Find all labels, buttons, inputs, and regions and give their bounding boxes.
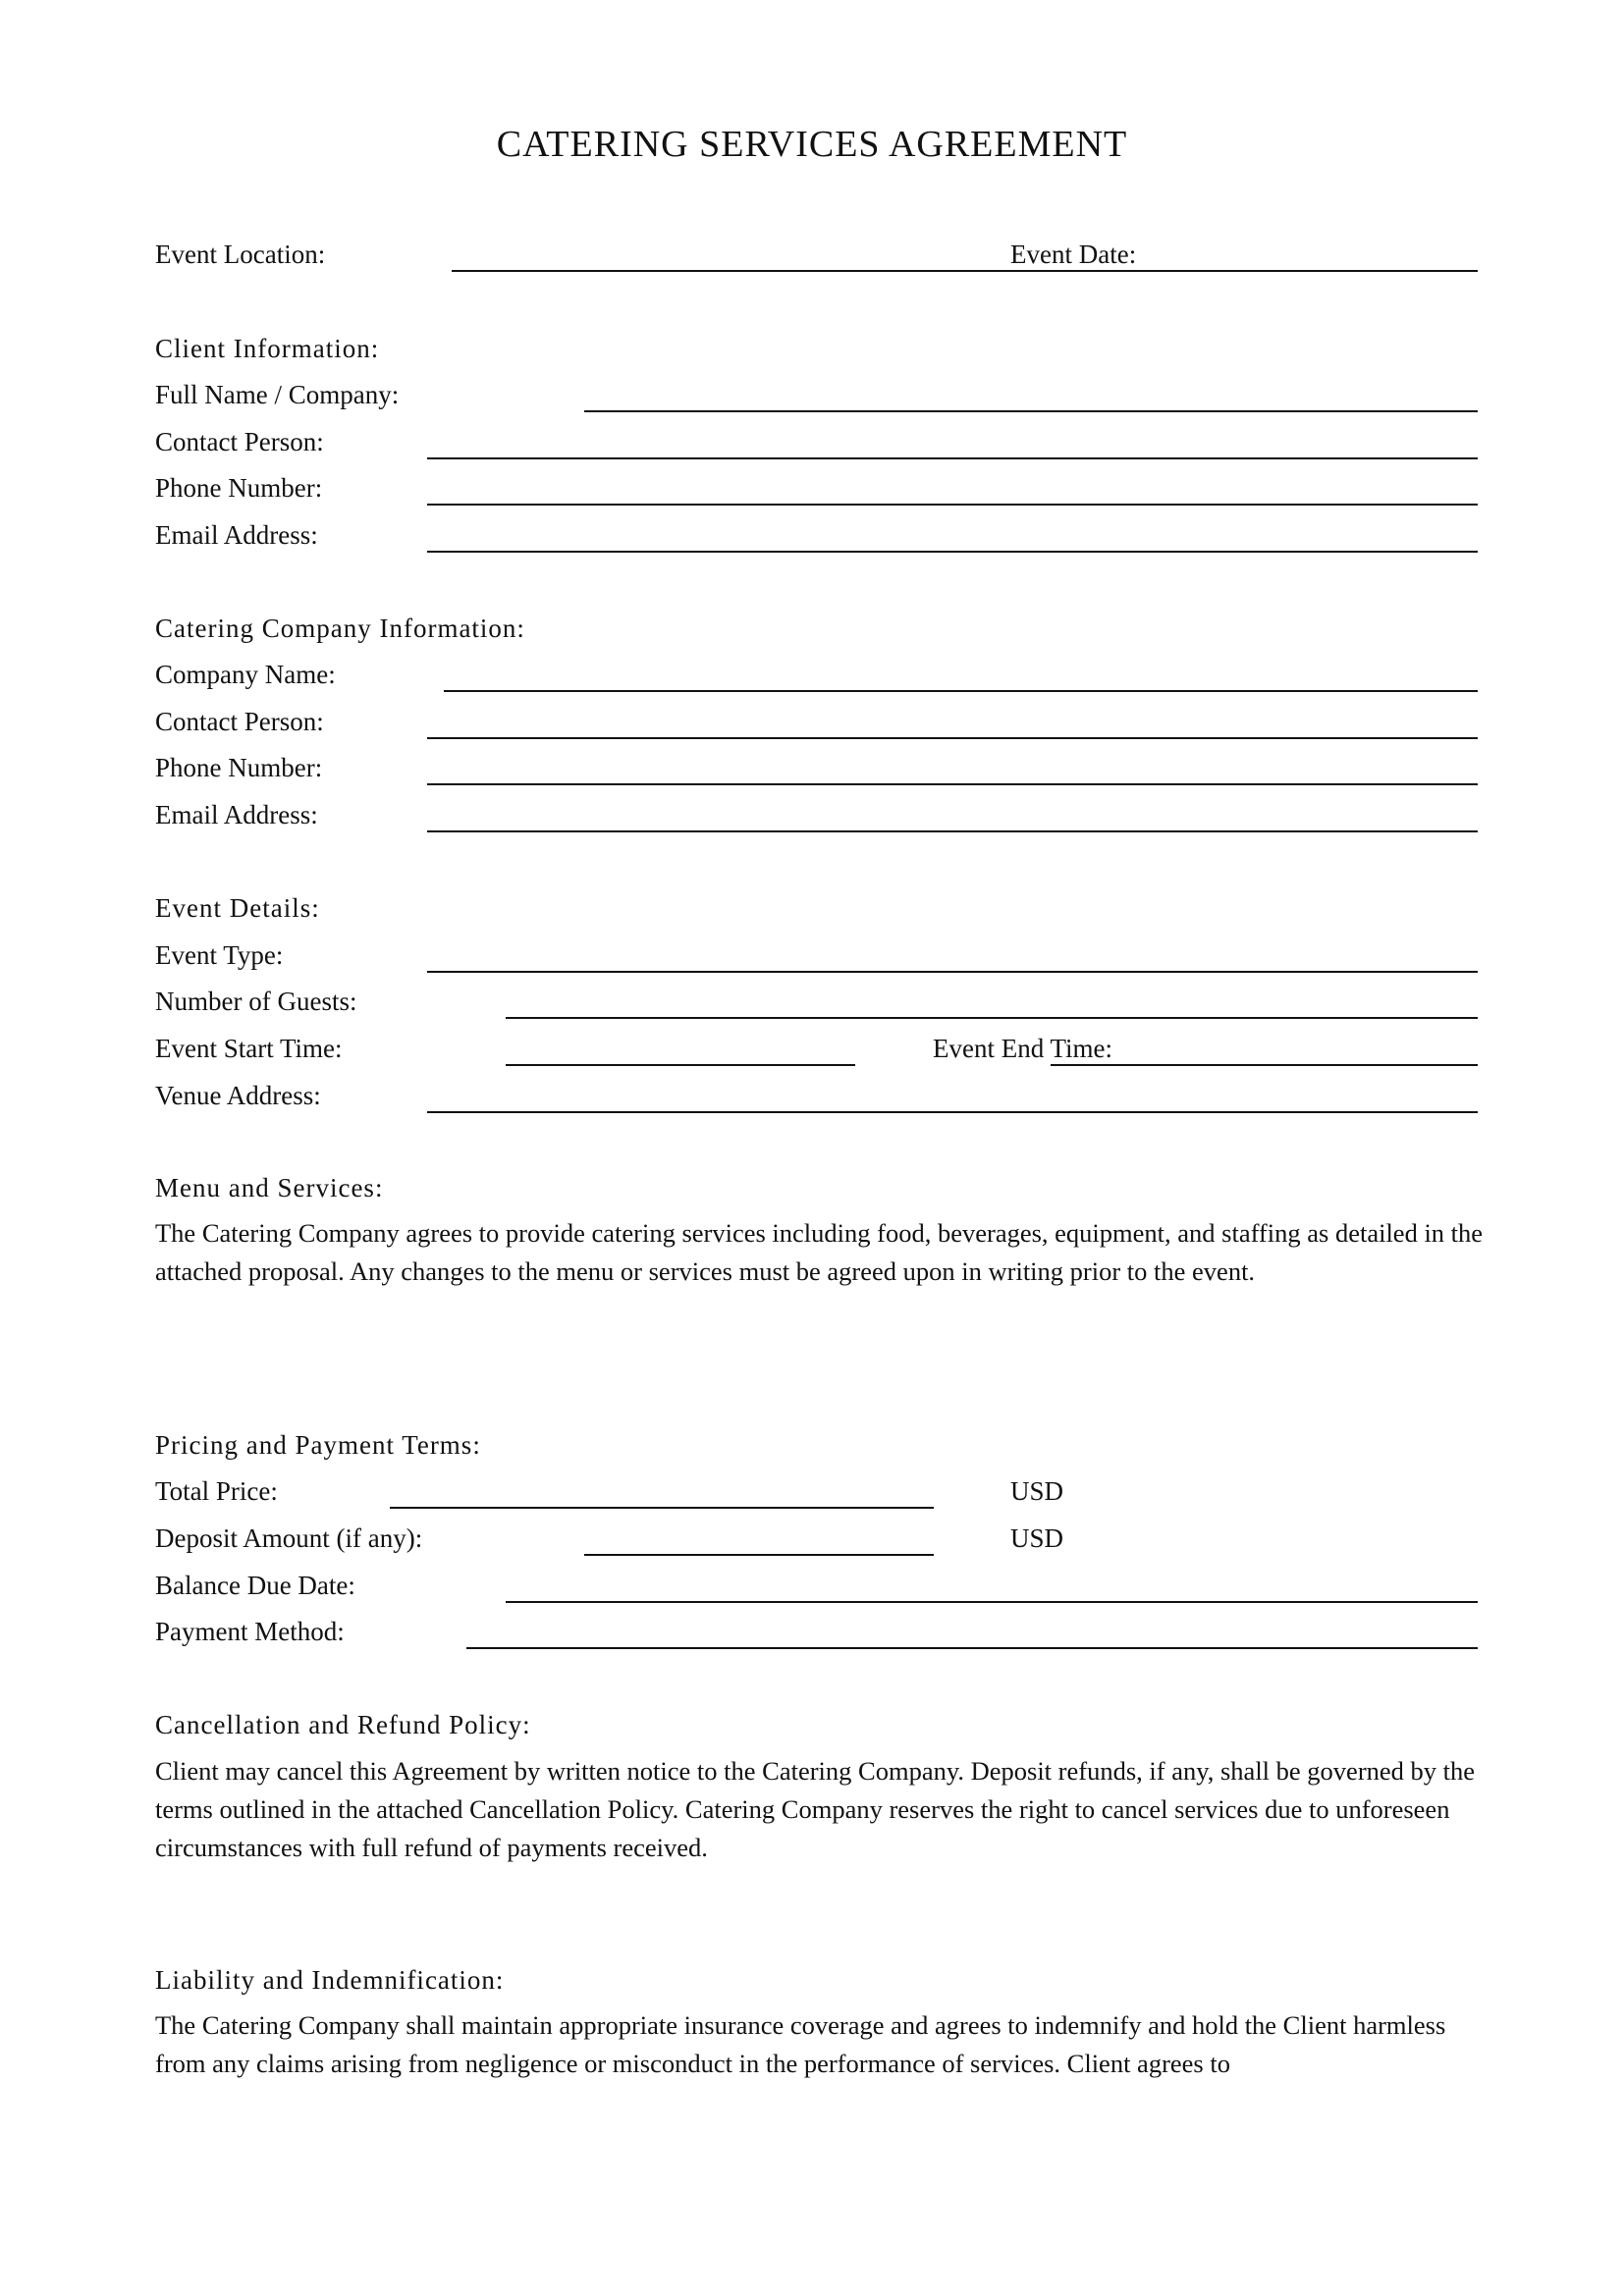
guests-field[interactable] (506, 1017, 1478, 1019)
caterer-phone-field[interactable] (427, 783, 1478, 785)
client-email-field[interactable] (427, 551, 1478, 553)
deposit-currency: USD (1010, 1523, 1064, 1553)
venue-label: Venue Address: (155, 1081, 321, 1110)
client-phone-label: Phone Number: (155, 473, 323, 503)
client-info-heading: Client Information: (155, 334, 380, 363)
client-phone-field[interactable] (427, 504, 1478, 506)
liability-heading: Liability and Indemnification: (155, 1965, 505, 1995)
menu-heading: Menu and Services: (155, 1173, 384, 1202)
caterer-company-label: Company Name: (155, 660, 336, 689)
event-date-label: Event Date: (1010, 240, 1137, 269)
liability-text: The Catering Company shall maintain appropriate insurance coverage and agrees to indemnify and hold the Client harmless from any claims arising from negligence or misconduct in the performance of services. Client agrees to (155, 2010, 1446, 2078)
venue-field[interactable] (427, 1111, 1478, 1113)
caterer-info-heading: Catering Company Information: (155, 614, 525, 643)
event-type-field[interactable] (427, 971, 1478, 973)
deposit-field[interactable] (584, 1554, 934, 1556)
event-type-label: Event Type: (155, 940, 284, 970)
caterer-email-label: Email Address: (155, 800, 318, 829)
balance-due-field[interactable] (506, 1601, 1478, 1603)
end-time-label: Event End Time: (933, 1034, 1113, 1063)
guests-label: Number of Guests: (155, 987, 357, 1016)
event-location-label: Event Location: (155, 240, 326, 269)
payment-method-field[interactable] (466, 1647, 1478, 1649)
client-contact-label: Contact Person: (155, 427, 324, 456)
document-title: CATERING SERVICES AGREEMENT (496, 124, 1128, 165)
event-location-field[interactable] (452, 270, 1478, 272)
start-time-field[interactable] (506, 1064, 855, 1066)
menu-text: The Catering Company agrees to provide catering services including food, beverages, equipment, and staffing as detailed in the attached proposal. Any changes to the menu or services must be agreed upon in writing prior to the event. (155, 1218, 1484, 1286)
caterer-phone-label: Phone Number: (155, 753, 323, 782)
cancellation-heading: Cancellation and Refund Policy: (155, 1710, 531, 1739)
deposit-label: Deposit Amount (if any): (155, 1523, 423, 1553)
start-time-label: Event Start Time: (155, 1034, 343, 1063)
cancellation-text: Client may cancel this Agreement by written notice to the Catering Company. Deposit refunds, if any, shall be governed by the terms outlined in the attached Cancellation Policy. Catering Company reserves the right to cancel services due to unforeseen circumstances with full refund of payments received. (155, 1756, 1476, 1862)
payment-method-label: Payment Method: (155, 1617, 345, 1646)
client-full-name-field[interactable] (584, 410, 1478, 412)
event-details-heading: Event Details: (155, 893, 320, 923)
total-price-currency: USD (1010, 1476, 1064, 1506)
caterer-email-field[interactable] (427, 830, 1478, 832)
caterer-contact-field[interactable] (427, 737, 1478, 739)
total-price-label: Total Price: (155, 1476, 278, 1506)
pricing-heading: Pricing and Payment Terms: (155, 1430, 481, 1460)
caterer-company-field[interactable] (444, 690, 1478, 692)
client-email-label: Email Address: (155, 520, 318, 550)
end-time-field[interactable] (1051, 1064, 1478, 1066)
total-price-field[interactable] (390, 1507, 934, 1509)
client-contact-field[interactable] (427, 457, 1478, 459)
balance-due-label: Balance Due Date: (155, 1571, 355, 1600)
client-full-name-label: Full Name / Company: (155, 380, 400, 409)
caterer-contact-label: Contact Person: (155, 707, 324, 736)
